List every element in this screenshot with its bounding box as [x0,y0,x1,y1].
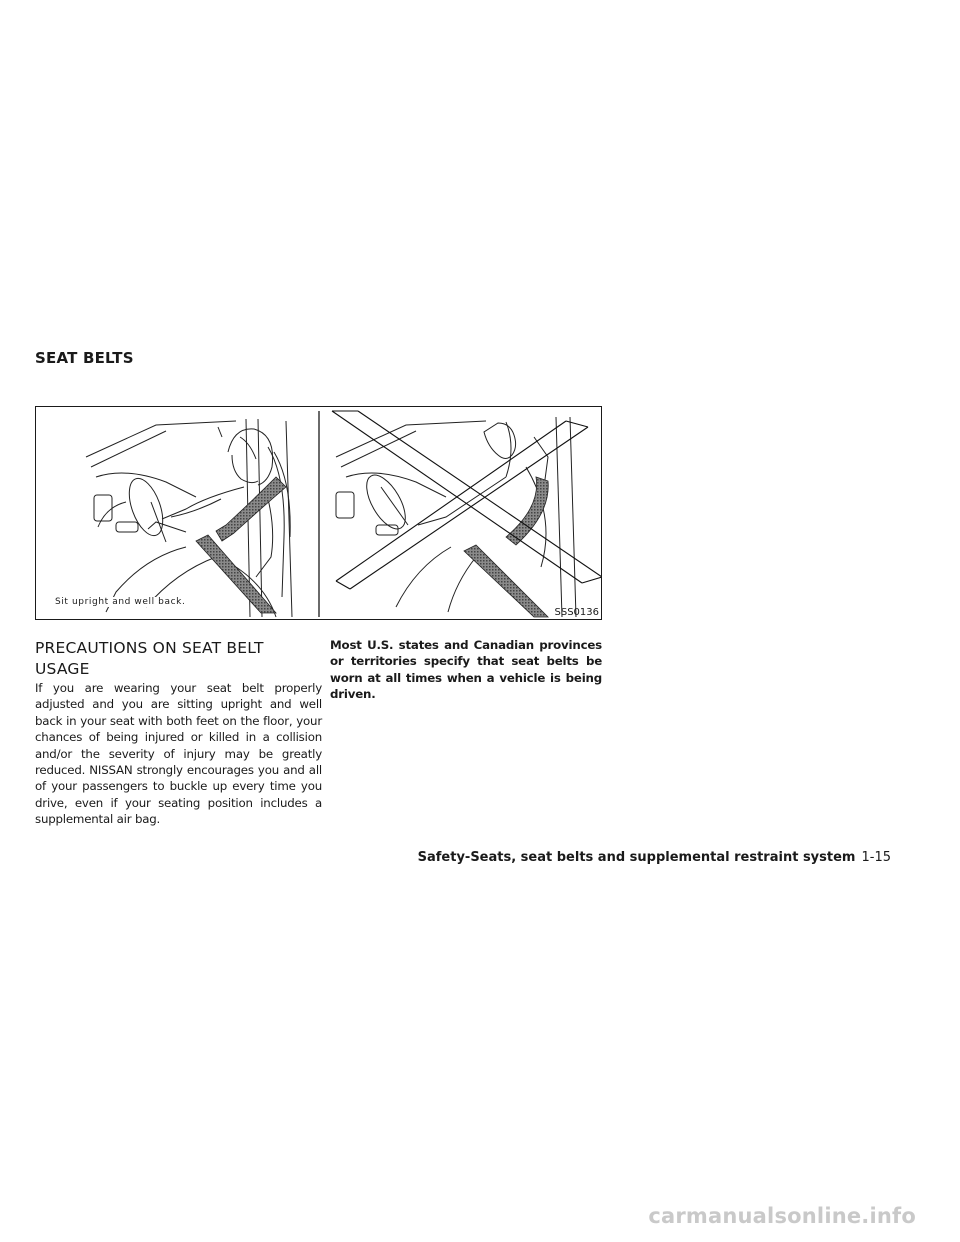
figure-caption: Sit upright and well back. [55,597,186,607]
watermark: carmanualsonline.info [648,1204,916,1228]
page-footer [418,850,891,865]
seat-belt-figure [35,406,602,620]
correct-posture-icon [86,419,292,617]
article-body: If you are wearing your seat belt properly adjusted and you are sitting upright and well back in your seat with both feet on the floor, your chances of being injured or killed in a collision and/or the severity of injury may be greatly reduced. NISSAN strongly encourages you and all of your passengers to buckle up every time you drive, even if your seating position includes a supplemental air bag. [35,681,322,827]
page-number: 1-15 [861,850,891,865]
article-heading: PRECAUTIONS ON SEAT BELT USAGE [35,639,264,678]
prohibited-x-mark [332,411,602,589]
warning-text: Most U.S. states and Canadian provinces or territories specify that seat belts be worn at all times when a vehicle is being driven. [330,638,602,702]
figure-code: SSS0136 [554,607,599,618]
section-title: SEAT BELTS [35,349,134,367]
chapter-title: Safety-Seats, seat belts and supplemental restraint system [417,850,856,865]
seat-belt-illustration [36,407,602,620]
